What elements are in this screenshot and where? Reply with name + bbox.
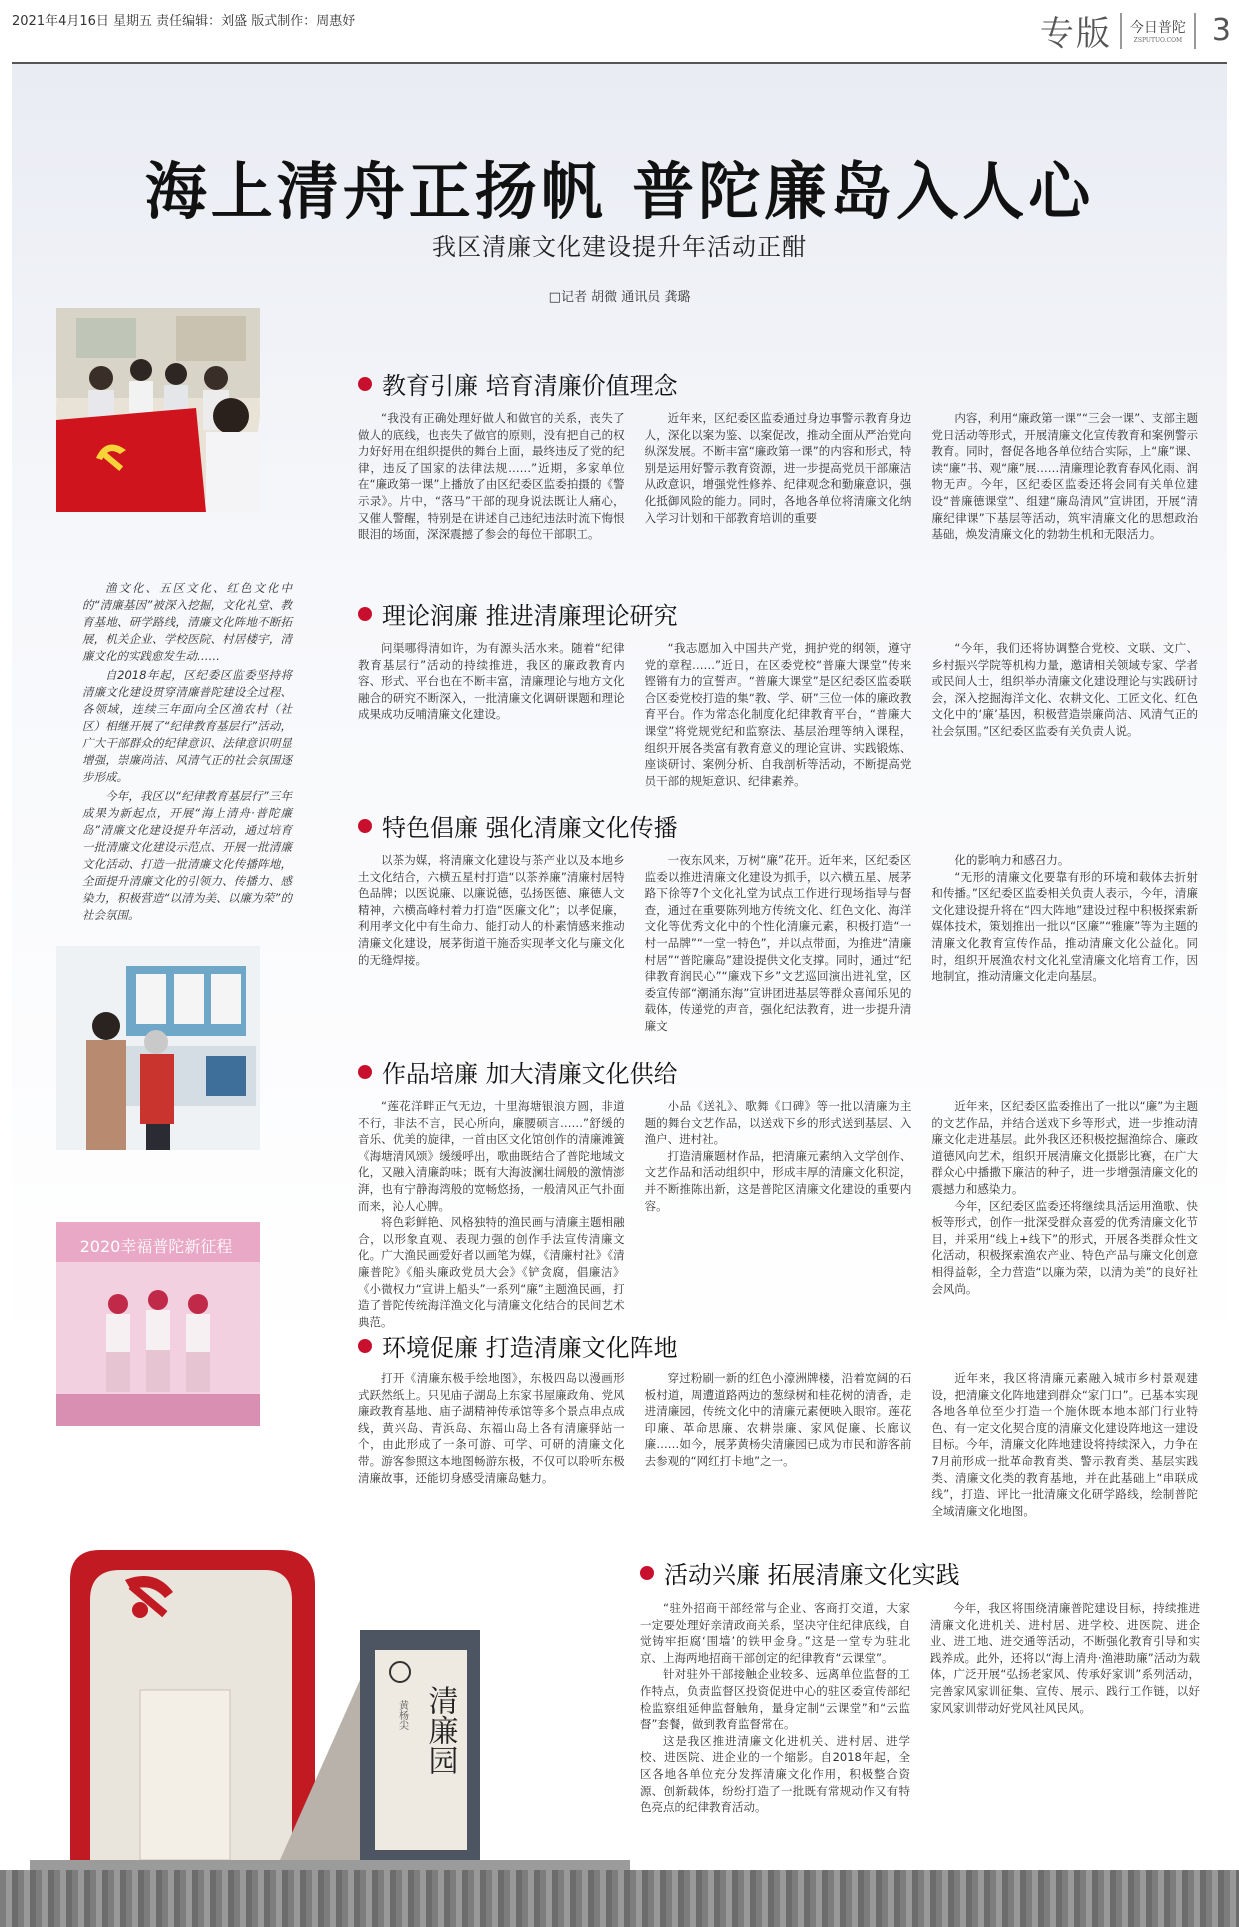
intro-paragraph: 自2018年起，区纪委区监委坚持将清廉文化建设贯穿清廉普陀建设全过程、各领域，连续三年面向全区渔农村（社区）相继开展了“纪律教育基层行”活动，广大干部群众的纪律意识、法律意识明显增强，崇廉尚洁、风清气正的社会氛围逐步形成。 <box>82 668 292 784</box>
column-text: “我志愿加入中国共产党，拥护党的纲领，遵守党的章程……”近日，在区委党校“普廉大课堂”传来铿锵有力的宣誓声。“普廉大课堂”是区纪委区监委联合区委党校打造的集“教、学、研”三位一体的廉政教育平台。作为常态化制度化纪律教育平台，“普廉大课堂”将党规党纪和监察法、基层治理等纳入课程，组织开展各类富有教育意义的理论宣讲、实践锻炼、座谈研讨、案例分析、自我剖析等活动，不断提高党员干部的规矩意识、纪律素养。 <box>644 641 912 788</box>
page-number: 3 <box>1211 13 1231 48</box>
red-bullet-icon <box>358 819 372 833</box>
column-text: 内容，利用“廉政第一课”“三会一课”、支部主题党日活动等形式，开展清廉文化宣传教育和案例警示教育。同时，督促各地各单位结合实际，上“廉”课、读“廉”书、观“廉”展……清廉理论教育春风化雨、润物无声。今年，区纪委区监委还将会同有关单位建设“普廉德课堂”、组建“廉岛清风”宣讲团，开展“清廉纪律课”下基层等活动，筑牢清廉文化的思想政治基础，焕发清廉文化的勃勃生机和无限活力。 <box>931 411 1199 542</box>
red-bullet-icon <box>358 1065 372 1079</box>
section-heading-education <box>358 366 678 401</box>
intro-paragraph: 渔文化、五区文化、红色文化中的“清廉基因”被深入挖掘，文化礼堂、教育基地、研学路线，清廉文化阵地不断拓展，机关企业、学校医院、村居楼宇，清廉文化的实践愈发生动…… <box>82 581 292 663</box>
column-text: “莲花洋畔正气无边，十里海塘银浪方圆，非道不行，非法不言，民心所向，廉腰硕言……”舒缓的音乐、优美的旋律，一首由区文化馆创作的清廉滩簧《海塘清风颂》缓缓呼出，歌曲既结合了普陀地域文化，又融入清廉韵味；既有大海波澜壮阔般的激情澎湃，也有宁静海湾般的宽畅悠扬，一般清风正气扑面而来，沁人心脾。 <box>358 1099 625 1213</box>
section-title: 作品培廉 加大清廉文化供给 <box>382 1060 678 1088</box>
section-heading-activities <box>640 1555 960 1590</box>
header-divider <box>1120 13 1122 49</box>
column-text: “无形的清廉文化要靠有形的环境和载体去折射和传播。”区纪委区监委相关负责人表示，今年，清廉文化建设提升将在“四大阵地”建设过程中积极探索新媒体技术，策划推出一批以“区廉”“雅廉”等为主题的清廉文化教育宣传作品，推动清廉文化公益化。同时，组织开展渔农村文化礼堂清廉文化培育工作，因地制宜，推动清廉文化走向基层。 <box>931 869 1199 984</box>
text-column <box>640 1600 910 1865</box>
section-body-theory <box>358 640 1199 788</box>
text-column <box>931 640 1198 775</box>
red-bullet-icon <box>358 377 372 391</box>
column-text: 穿过粉刷一新的红色小濠洲牌楼，沿着宽阔的石板村道，周遭道路两边的葱绿树和桂花树的清香，走进清廉园，传统文化中的清廉元素便映入眼帘。莲花印廉、革命思廉、农耕崇廉、家风促廉、长廊议廉……如今，展茅黄杨尖清廉园已成为市民和游客前去参观的“网红打卡地”之一。 <box>644 1371 912 1468</box>
red-bullet-icon <box>640 1566 654 1580</box>
intro-paragraph: 今年，我区以“纪律教育基层行”三年成果为新起点，开展“海上清舟·普陀廉岛”清廉文化建设提升年活动，通过培育一批清廉文化建设示范点、开展一批清廉文化活动、打造一批清廉文化传播阵地，全面提升清廉文化的引领力、传播力、感染力，积极营造“以清为美、以廉为荣”的社会氛围。 <box>82 789 292 922</box>
column-text: 以茶为媒，将清廉文化建设与茶产业以及本地乡土文化结合，六横五星村打造“以茶养廉”清廉村居特色品牌；以医说廉、以廉说德，弘扬医德、廉德人文精神，六横高峰村着力打造“医廉文化”；以孝促廉，利用孝文化中有生命力、能打动人的朴素情感来推动清廉文化建设，展茅街道干施岙实现孝文化与廉文化的无缝焊接。 <box>358 853 625 967</box>
section-title: 活动兴廉 拓展清廉文化实践 <box>664 1561 960 1589</box>
text-column <box>645 1370 912 1540</box>
column-text: 打开《清廉东极手绘地图》，东极四岛以漫画形式跃然纸上。只见庙子湖岛上东家书屋廉政角、党风廉政教育基地、庙子湖精神传承馆等多个景点串点成线，黄兴岛、青浜岛、东福山岛上各有清廉驿站一个，由此形成了一条可游、可学、可研的清廉文化带。游客参照这本地图畅游东极，不仅可以聆听东极清廉故事，还能切身感受清廉岛魅力。 <box>358 1371 625 1485</box>
red-bullet-icon <box>358 607 372 621</box>
section-title: 环境促廉 打造清廉文化阵地 <box>382 1334 678 1362</box>
section-title: 理论润廉 推进清廉理论研究 <box>382 602 678 630</box>
column-text: 小品《送礼》、歌舞《口碑》等一批以清廉为主题的舞台文艺作品，以送戏下乡的形式送到基层、入渔户、进村社。 <box>644 1099 912 1147</box>
column-text: 打造清廉题材作品，把清廉元素纳入文学创作、文艺作品和活动组织中，形成丰厚的清廉文化积淀，并不断推陈出新，这是普陀区清廉文化建设的重要内容。 <box>644 1148 912 1213</box>
column-text: 将色彩鲜艳、风格独特的渔民画与清廉主题相融合，以形象直观、表现力强的创作手法宣传清廉文化。广大渔民画爱好者以画笔为媒，《清廉村社》《清廉普陀》《船头廉政党员大会》《铲贪腐，倡廉洁》《小微权力“宣讲上船头”一系列“廉”主题渔民画，打造了普陀传统海洋渔文化与清廉文化结合的民间艺术典范。 <box>358 1215 625 1329</box>
column-text: 化的影响力和感召力。 <box>954 853 1070 867</box>
text-column <box>931 1098 1198 1323</box>
honesty-garden-illustration <box>30 1540 630 1880</box>
header-masthead <box>1040 6 1231 55</box>
stage-performance-illustration <box>56 1222 260 1426</box>
column-text: 近年来，我区将清廉元素融入城市乡村景观建设，把清廉文化阵地建到群众“家门口”。已基本实现各地各单位至少打造一个施休既本地本部门行业特色、有一定文化契合度的清廉文化建设阵地这一建设目标。今年，清廉文化阵地建设将持续深入，力争在7月前形成一批革命教育类、警示教育类、基层实践类、清廉文化类的教育基地，并在此基础上“串联成线”，打造、评比一批清廉文化研学路线，绘制普陀全域清廉文化地图。 <box>931 1371 1199 1518</box>
byline: □记者 胡微 通讯员 龚璐 <box>548 290 691 305</box>
section-title: 特色倡廉 强化清廉文化传播 <box>382 814 678 842</box>
text-column <box>931 410 1198 550</box>
photo-stage-performance <box>56 1222 260 1426</box>
text-column <box>358 1098 625 1329</box>
banner-text: 2020幸福普陀新征程 <box>79 1237 233 1256</box>
column-text: 今年，我区将围绕清廉普陀建设目标，持续推进清廉文化进机关、进村居、进学校、进医院、进企业、进工地、进交通等活动，不断强化教育引导和实践养成。此外，还将以“海上清舟·渔港助廉”活动为载体，广泛开展“弘扬老家风、传承好家训”系列活动，完善家风家训征集、宣传、展示、践行工作链，以好家风家训带动好党风社风民风。 <box>930 1601 1200 1715</box>
headline: 海上清舟正扬帆 普陀廉岛入人心 <box>144 155 1095 228</box>
column-text: “驻外招商干部经常与企业、客商打交道，大家一定要处理好亲清政商关系，坚决守住纪律底线，自觉铸牢拒腐‘围墙’的铁甲金身。”这是一堂专为驻北京、上海两地招商干部创定的纪律教育“云课堂”。 <box>640 1601 910 1665</box>
column-text: 针对驻外干部接触企业较多、远离单位监督的工作特点，负责监督区投资促进中心的驻区委宣传部纪检监察组延伸监督触角，量身定制“云课堂”和“云监督”套餐，做到教育监督常在。 <box>640 1667 910 1732</box>
intro-sidebar <box>82 580 292 926</box>
text-column <box>358 640 625 775</box>
column-text: “今年，我们还将协调整合党校、文联、文广、乡村振兴学院等机构力量，邀请相关领域专家、学者或民间人士，组织举办清廉文化建设理论与实践研讨会，深入挖掘海洋文化、农耕文化、工匠文化、红色文化中的‘廉’基因，积极营造崇廉尚洁、风清气正的社会氛围。”区纪委区监委有关负责人说。 <box>931 641 1199 738</box>
paper-logo <box>1130 17 1186 44</box>
text-column <box>644 640 912 788</box>
column-text: 一夜东风来，万树“廉”花开。近年来，区纪委区监委以推进清廉文化建设为抓手，以六横五星、展茅路下徐等7个文化礼堂为试点工作进行现场指导与督查，通过在重要陈列地方传统文化、红色文化、海洋文化等优秀文化中的个性化清廉元素，积极打造“一村一品牌”“一堂一特色”，并以点带面，为推进“清廉村居”“普陀廉岛”建设提供文化支撑。同时，通过“纪律教育润民心”“廉戏下乡”文艺巡回演出进礼堂，区委宣传部“潮涌东海”宣讲团进基层等群众喜闻乐见的载体，传递党的声音，强化纪法教育，进一步提升清廉文 <box>644 853 912 1033</box>
paper-url: ZSPUTUO.COM <box>1133 37 1183 44</box>
paper-name: 今日普陀 <box>1129 20 1186 36</box>
photo-oath-ceremony <box>56 308 260 512</box>
column-text: 近年来，区纪委区监委通过身边事警示教育身边人，深化以案为鉴、以案促改，推动全面从严治党向纵深发展。不断丰富“廉政第一课”的内容和形式，特别是运用好警示教育资源，进一步提高党员干部廉洁从政意识，增强党性修养、纪律观念和勤廉意识，强化抵御风险的能力。同时，各地各单位将清廉文化纳入学习计划和干部教育培训的重要 <box>644 411 912 525</box>
subheadline: 我区清廉文化建设提升年活动正酣 <box>432 233 807 261</box>
text-column <box>358 852 625 1042</box>
section-body-works <box>358 1098 1199 1329</box>
column-text: 这是我区推进清廉文化进机关、进村居、进学校、进医院、进企业的一个缩影。自2018年起，全区各地各单位充分发挥清廉文化作用，积极整合资源、创新载体，纷纷打造了一批既有常规动作又有特色亮点的纪律教育活动。 <box>640 1733 910 1815</box>
section-body-environment <box>358 1370 1198 1540</box>
section-heading-promotion <box>358 808 678 843</box>
exhibition-illustration <box>56 946 260 1150</box>
column-text: 今年，区纪委区监委还将继续具活运用渔歌、快板等形式，创作一批深受群众喜爱的优秀清廉文化节目，并采用“线上+线下”的形式，开展各类群众性文化活动，积极探索渔农产业、特色产品与廉文化创意相得益彰，全力营造“以廉为荣，以清为美”的良好社会风尚。 <box>931 1198 1199 1296</box>
section-heading-theory <box>358 596 678 631</box>
section-label: 专版 <box>1039 14 1112 54</box>
column-text: “我没有正确处理好做人和做官的关系，丧失了做人的底线，也丧失了做官的原则，没有把自己的权力好好用在组织提供的舞台上面，最终违反了党的纪律，违反了国家的法律法规……”近期，多家单位在“廉政第一课”上播放了由区纪委区监委拍摄的《警示录》。片中，“落马”干部的现身说法既让人痛心，又催人警醒，特别是在讲述自己违纪违法时流下悔恨眼泪的场面，深深震撼了参会的每位干部职工。 <box>358 411 625 542</box>
sign-small-text: 黄杨尖 <box>396 1700 408 1730</box>
section-body-activities <box>640 1600 1200 1865</box>
section-body-education <box>358 410 1198 550</box>
red-bullet-icon <box>358 1339 372 1353</box>
oath-ceremony-illustration <box>56 308 260 512</box>
text-column <box>645 410 912 550</box>
sign-text: 清廉园 <box>422 1685 458 1775</box>
header-divider-2 <box>1194 13 1196 49</box>
text-column <box>931 1370 1198 1540</box>
column-text: 问渠哪得清如许，为有源头活水来。随着“纪律教育基层行”活动的持续推进，我区的廉政教育内容、形式、平台也在不断丰富，清廉理论与地方文化融合的研究不断深入，一批清廉文化调研课题和理论成果成功反哺清廉文化建设。 <box>358 641 625 722</box>
section-heading-environment <box>358 1328 678 1363</box>
text-column <box>645 852 912 1042</box>
illustration-honesty-garden <box>30 1540 630 1880</box>
section-heading-works <box>358 1054 678 1089</box>
photo-exhibition-visit <box>56 946 260 1150</box>
text-column <box>358 1370 625 1540</box>
text-column <box>930 1600 1200 1865</box>
bottom-wall-decoration <box>0 1870 1239 1927</box>
text-column <box>931 852 1198 1042</box>
header-dateline: 2021年4月16日 星期五 责任编辑：刘盛 版式制作：周惠妤 <box>12 14 356 29</box>
column-text: 近年来，区纪委区监委推出了一批以“廉”为主题的文艺作品，并结合送戏下乡等形式，进一步推动清廉文化走进基层。此外我区还积极挖掘渔综合、廉政道德风向艺术，组织开展清廉文化摄影比赛，在广大群众心中播撒下廉洁的种子，进一步增强清廉文化的震撼力和感染力。 <box>931 1099 1199 1196</box>
text-column <box>645 1098 912 1323</box>
section-body-promotion <box>358 852 1198 1042</box>
section-title: 教育引廉 培育清廉价值理念 <box>382 372 678 400</box>
text-column <box>358 410 625 550</box>
